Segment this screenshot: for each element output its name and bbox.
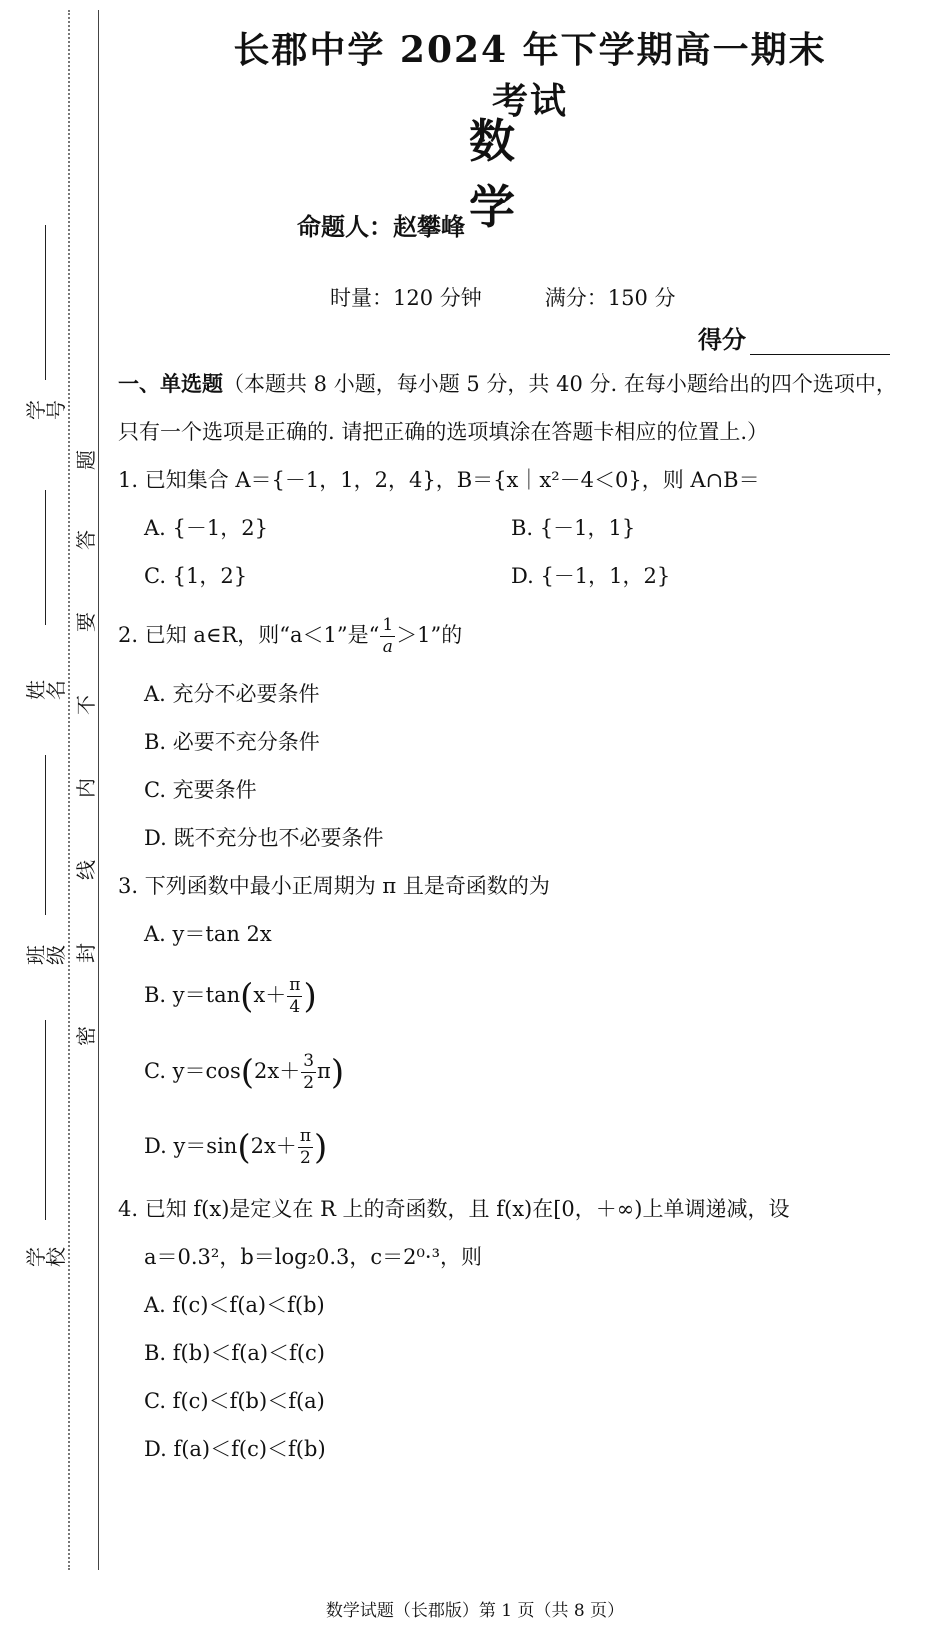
binding-solid-line bbox=[98, 10, 99, 1570]
option-c[interactable]: C. f(c)＜f(b)＜f(a) bbox=[144, 1388, 325, 1413]
option-d[interactable]: D. {－1，1，2} bbox=[511, 564, 671, 588]
name-label: 姓名 bbox=[24, 666, 68, 700]
question-3-stem: 3. 下列函数中最小正周期为 π 且是奇函数的为 bbox=[118, 874, 550, 898]
q3c-in: 2x＋ bbox=[253, 1058, 301, 1083]
seal-char: 题 bbox=[74, 450, 98, 470]
subject-title: 数学 bbox=[469, 114, 551, 234]
option-a[interactable]: A. 充分不必要条件 bbox=[144, 682, 320, 706]
q2-frac-num: 1 bbox=[382, 615, 394, 635]
student-id-blank[interactable] bbox=[45, 225, 46, 380]
option-c[interactable]: C. {1，2} bbox=[144, 564, 248, 588]
class-label: 班级 bbox=[24, 931, 68, 965]
option-a[interactable]: A. {－1，2} bbox=[144, 516, 268, 540]
q3b-num: π bbox=[289, 975, 301, 995]
q3b-fraction bbox=[287, 977, 302, 1016]
option-d[interactable]: D. 既不充分也不必要条件 bbox=[144, 826, 384, 850]
section-heading: 一、单选题 bbox=[118, 372, 223, 396]
q3c-pre: C. y＝cos bbox=[144, 1058, 241, 1083]
seal-char: 答 bbox=[74, 530, 98, 550]
right-paren: ) bbox=[314, 1127, 328, 1168]
section-instructions: （本题共 8 小题，每小题 5 分，共 40 分. 在每小题给出的四个选项中，只有一个选项是正确的. 请把正确的选项填涂在答题卡相应的位置上.） bbox=[118, 372, 897, 444]
right-paren: ) bbox=[330, 1052, 345, 1092]
q3b-in: x＋ bbox=[253, 983, 287, 1007]
question-4-stem-line1: 4. 已知 f(x)是定义在 R 上的奇函数，且 f(x)在[0，＋∞)上单调递减，设 bbox=[118, 1196, 790, 1221]
option-c[interactable] bbox=[118, 1034, 898, 1110]
author: 命题人：赵攀峰 bbox=[297, 213, 465, 241]
question-2-stem bbox=[118, 600, 898, 670]
school-blank[interactable] bbox=[45, 1020, 46, 1220]
q3b-pre: B. y＝tan bbox=[144, 983, 241, 1007]
q3b-den: 4 bbox=[289, 997, 301, 1017]
q3d-pre: D. y＝sin bbox=[144, 1134, 238, 1158]
score-blank[interactable] bbox=[750, 330, 890, 355]
seal-char: 封 bbox=[74, 943, 98, 963]
option-b[interactable]: B. f(b)＜f(a)＜f(c) bbox=[144, 1340, 325, 1365]
q3c-num: 3 bbox=[303, 1050, 315, 1071]
left-paren: ( bbox=[240, 976, 254, 1017]
q2-suffix: ＞1”的 bbox=[396, 623, 463, 647]
option-b[interactable]: B. {－1，1} bbox=[511, 516, 636, 540]
option-d[interactable]: D. f(a)＜f(c)＜f(b) bbox=[144, 1436, 326, 1461]
q3d-fraction bbox=[298, 1128, 313, 1167]
option-d[interactable] bbox=[118, 1109, 898, 1185]
left-paren: ( bbox=[240, 1052, 254, 1092]
section-intro bbox=[118, 360, 898, 456]
class-blank[interactable] bbox=[45, 755, 46, 915]
option-b[interactable] bbox=[118, 958, 898, 1034]
exam-title: 长郡中学 2024 年下学期高一期末考试 bbox=[233, 29, 827, 122]
option-b[interactable]: B. 必要不充分条件 bbox=[144, 730, 320, 754]
seal-char: 线 bbox=[74, 860, 98, 880]
score-label: 得分 bbox=[698, 326, 746, 354]
right-paren: ) bbox=[303, 976, 317, 1017]
q3d-num: π bbox=[299, 1126, 311, 1146]
question-1-options-row1 bbox=[118, 504, 898, 552]
binding-dotted-line bbox=[68, 10, 70, 1570]
q2-prefix: 2. 已知 a∈R，则“a＜1”是“ bbox=[118, 623, 380, 647]
q3d-den: 2 bbox=[299, 1148, 311, 1168]
question-4-stem-line2: a＝0.3²，b＝log₂0.3，c＝2⁰·³，则 bbox=[144, 1244, 483, 1269]
option-c[interactable]: C. 充要条件 bbox=[144, 778, 257, 802]
question-content bbox=[118, 360, 898, 1473]
student-id-label: 学号 bbox=[24, 386, 68, 420]
option-a[interactable]: A. y＝tan 2x bbox=[144, 922, 272, 946]
q3c-fraction bbox=[301, 1050, 316, 1093]
option-a[interactable]: A. f(c)＜f(a)＜f(b) bbox=[144, 1292, 325, 1317]
q3d-in: 2x＋ bbox=[250, 1134, 297, 1158]
seal-char: 要 bbox=[74, 612, 98, 632]
seal-char: 不 bbox=[74, 695, 98, 715]
q2-frac-den: a bbox=[382, 637, 393, 657]
school-label: 学校 bbox=[24, 1233, 68, 1267]
seal-char: 密 bbox=[74, 1026, 98, 1046]
seal-char: 内 bbox=[74, 778, 98, 798]
name-blank[interactable] bbox=[45, 490, 46, 625]
score-field bbox=[698, 320, 890, 355]
page-footer: 数学试题（长郡版）第 1 页（共 8 页） bbox=[325, 1601, 625, 1621]
question-1-options-row2 bbox=[118, 552, 898, 600]
q3c-post: π bbox=[317, 1058, 331, 1083]
q3c-den: 2 bbox=[303, 1072, 315, 1093]
q2-fraction bbox=[380, 617, 395, 656]
left-paren: ( bbox=[237, 1127, 251, 1168]
time-info: 时量：120 分钟 满分：150 分 bbox=[330, 286, 676, 310]
question-1-stem: 1. 已知集合 A＝{－1，1，2，4}，B＝{x｜x²－4＜0}，则 A∩B＝ bbox=[118, 468, 760, 492]
